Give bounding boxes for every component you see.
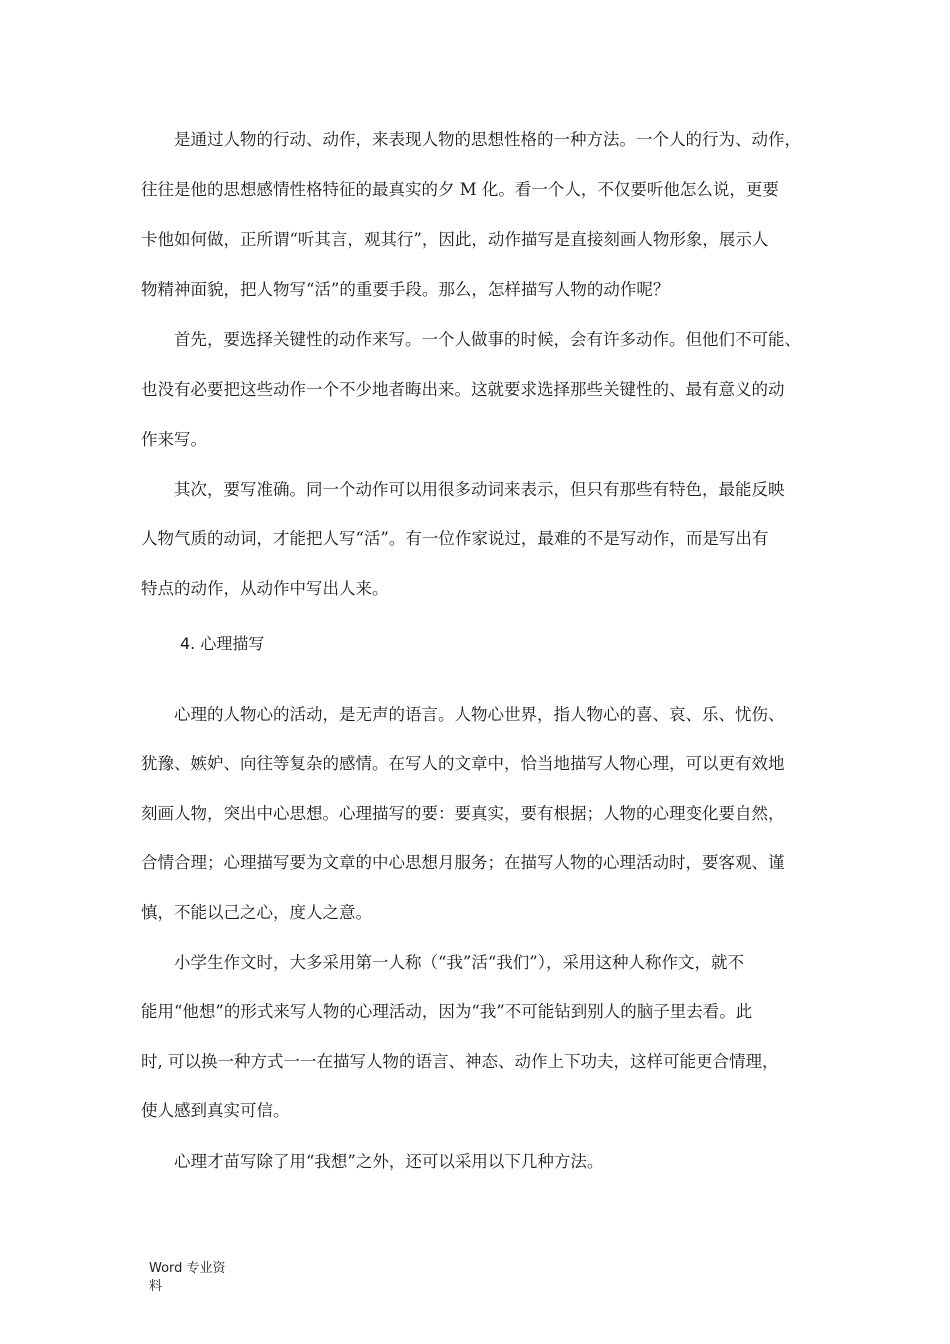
footer-line-2: 料 bbox=[149, 1279, 163, 1294]
p1-line-2: 往往是他的思想感情性格特征的最真实的夕 M 化。看一个人，不仅要听他怎么说，更要 bbox=[141, 180, 779, 199]
section-heading: 4. 心理描写 bbox=[180, 634, 265, 653]
p5-line-3: 时, 可以换一种方式一一在描写人物的语言、神态、动作上下功夫，这样可能更合情理， bbox=[141, 1052, 779, 1071]
p3-line-3: 特点的动作，从动作中写出人来。 bbox=[141, 579, 389, 598]
p1-line-3: 卡他如何做，正所谓“听其言，观其行”，因此，动作描写是直接刻画人物形象，展示人 bbox=[141, 230, 769, 249]
p3-line-1: 其次，要写准确。同一个动作可以用很多动词来表示，但只有那些有特色，最能反映 bbox=[141, 480, 785, 499]
p2-line-1: 首先，要选择关键性的动作来写。一个人做事的时候，会有许多动作。但他们不可能、 bbox=[141, 330, 801, 349]
p2-line-2: 也没有必要把这些动作一个不少地者晦出来。这就要求选择那些关键性的、最有意义的动 bbox=[141, 380, 785, 399]
p4-line-1: 心理的人物心的活动，是无声的语言。人物心世界，指人物心的喜、哀、乐、忧伤、 bbox=[141, 705, 785, 724]
p5-line-4: 使人感到真实可信。 bbox=[141, 1101, 290, 1120]
page-footer bbox=[149, 1260, 239, 1296]
p1-line-4: 物精神面貌，把人物写“活”的重要手段。那么，怎样描写人物的动作呢？ bbox=[141, 280, 670, 299]
p5-line-2: 能用“他想”的形式来写人物的心理活动，因为“我”不可能钻到别人的脑子里去看。此 bbox=[141, 1002, 753, 1021]
p1-line-1: 是通过人物的行动、动作，来表现人物的思想性格的一种方法。一个人的行为、动作， bbox=[141, 130, 801, 149]
p4-line-5: 慎，不能以己之心，度人之意。 bbox=[141, 903, 372, 922]
p6-line-1: 心理才苗写除了用“我想”之外，还可以采用以下几种方法。 bbox=[141, 1152, 604, 1171]
footer-line-1: Word 专业资 bbox=[149, 1261, 226, 1276]
p3-line-2: 人物气质的动词，才能把人写“活”。有一位作家说过，最难的不是写动作，而是写出有 bbox=[141, 529, 769, 548]
p5-line-1: 小学生作文时，大多采用第一人称（“我”活“我们”），采用这种人称作文，就不 bbox=[141, 953, 744, 972]
p4-line-3: 刻画人物，突出中心思想。心理描写的要：要真实，要有根据；人物的心理变化要自然， bbox=[141, 804, 785, 823]
p4-line-4: 合情合理；心理描写要为文章的中心思想月服务；在描写人物的心理活动时，要客观、谨 bbox=[141, 853, 785, 872]
p4-line-2: 犹豫、嫉妒、向往等复杂的感情。在写人的文章中，恰当地描写人物心理，可以更有效地 bbox=[141, 754, 785, 773]
p2-line-3: 作来写。 bbox=[141, 430, 207, 449]
